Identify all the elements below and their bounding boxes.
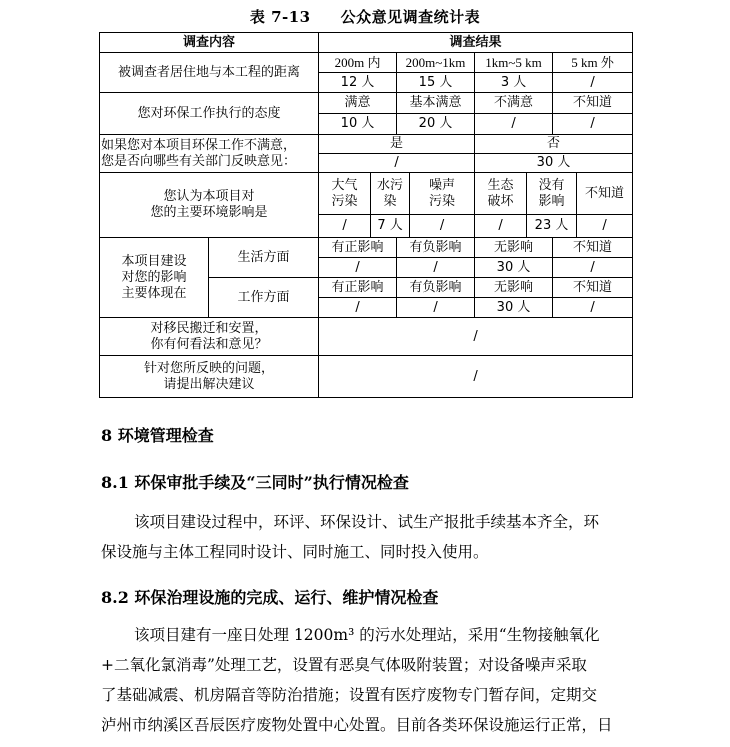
attitude-options-row [100,93,633,114]
impact-option: 不知道 [577,173,633,215]
survey-table [99,32,633,398]
life-value: / [553,258,633,278]
distance-value: 3 人 [475,73,553,93]
attitude-option: 不满意 [475,93,553,114]
work-option: 不知道 [553,278,633,298]
impact-label-line2: 您的主要环境影响是 [150,205,268,220]
work-option: 有正影响 [319,278,397,298]
paragraph-line: 泸州市纳溪区吾辰医疗废物处置中心处置。目前各类环保设施运行正常，日 [101,716,613,734]
impact-value: / [475,215,527,238]
table-caption [0,6,730,27]
attitude-value: 20 人 [397,114,475,135]
impact-option: 噪声 污染 [410,173,475,215]
header-content: 调查内容 [100,33,319,53]
paragraph-line: 保设施与主体工程同时设计、同时施工、同时投入使用。 [101,543,489,561]
work-option: 有负影响 [397,278,475,298]
complaint-value: / [319,154,475,173]
work-value: / [553,298,633,318]
impact-label-line1: 您认为本项目对 [163,189,255,204]
impact-value: 7 人 [371,215,410,238]
attitude-value: / [553,114,633,135]
attitude-label: 您对环保工作执行的态度 [100,93,319,135]
life-label: 生活方面 [209,238,319,278]
impact-value: / [410,215,475,238]
effect-label-line3: 主要体现在 [121,285,187,301]
attitude-option: 基本满意 [397,93,475,114]
paragraph-line: 该项目建有一座日处理 1200m³ 的污水处理站，采用“生物接触氧化 [134,626,600,644]
section-heading-8-1: 8.1 环保审批手续及“三同时”执行情况检查 [101,473,409,492]
relocation-value: / [319,318,633,356]
life-option: 有负影响 [397,238,475,258]
life-value: / [397,258,475,278]
complaint-value: 30 人 [475,154,633,173]
distance-option: 1km~5 km [475,53,553,73]
impact-option: 大气 污染 [319,173,371,215]
impact-options-row [100,173,633,215]
paragraph-line: +二氧化氯消毒”处理工艺，设置有恶臭气体吸附装置；对设备噪声采取 [101,656,587,674]
impact-option: 生态 破坏 [475,173,527,215]
impact-label [100,173,319,238]
effect-label [100,238,209,318]
life-option: 不知道 [553,238,633,258]
distance-option: 200m 内 [319,53,397,73]
effect-label-line1: 本项目建设 [121,253,187,269]
table-header-row [100,33,633,53]
relocation-label [100,318,319,356]
impact-value: 23 人 [527,215,577,238]
impact-option: 没有 影响 [527,173,577,215]
paragraph-8-1 [101,507,633,567]
solution-row [100,356,633,398]
complaint-options-row [100,135,633,154]
relocation-row [100,318,633,356]
distance-value: 15 人 [397,73,475,93]
work-value: / [397,298,475,318]
work-label: 工作方面 [209,278,319,318]
impact-value: / [577,215,633,238]
distance-label: 被调查者居住地与本工程的距离 [100,53,319,93]
life-value: 30 人 [475,258,553,278]
distance-value: 12 人 [319,73,397,93]
work-value: 30 人 [475,298,553,318]
relocation-label-line1: 对移民搬迁和安置， [150,320,268,336]
life-option: 有正影响 [319,238,397,258]
solution-label-line2: 请提出解决建议 [163,376,255,392]
solution-value: / [319,356,633,398]
paragraph-line: 了基础减震、机房隔音等防治措施；设置有医疗废物专门暂存间，定期交 [101,686,598,704]
solution-label-line1: 针对您所反映的问题， [144,360,275,376]
attitude-option: 不知道 [553,93,633,114]
effect-life-options-row [100,238,633,258]
impact-option: 水污染 [371,173,410,215]
table-title: 公众意见调查统计表 [340,8,481,26]
distance-option: 200m~1km [397,53,475,73]
work-value: / [319,298,397,318]
life-option: 无影响 [475,238,553,258]
work-option: 无影响 [475,278,553,298]
complaint-label [100,135,319,173]
complaint-label-line1: 如果您对本项目环保工作不满意， [101,137,297,153]
life-value: / [319,258,397,278]
complaint-option: 是 [319,135,475,154]
distance-options-row [100,53,633,73]
distance-option: 5 km 外 [553,53,633,73]
paragraph-line: 该项目建设过程中，环评、环保设计、试生产报批手续基本齐全，环 [134,513,600,531]
attitude-value: / [475,114,553,135]
effect-label-line2: 对您的影响 [121,269,187,285]
complaint-label-line2: 您是否向哪些有关部门反映意见： [101,153,297,169]
complaint-option: 否 [475,135,633,154]
attitude-option: 满意 [319,93,397,114]
section-heading-8-2: 8.2 环保治理设施的完成、运行、维护情况检查 [101,588,439,607]
header-results: 调查结果 [319,33,633,53]
attitude-value: 10 人 [319,114,397,135]
table-number: 表 7-13 [249,8,311,26]
paragraph-8-2 [101,620,633,740]
solution-label [100,356,319,398]
relocation-label-line2: 你有何看法和意见？ [150,336,268,352]
section-heading-8: 8 环境管理检查 [101,426,214,445]
distance-value: / [553,73,633,93]
impact-value: / [319,215,371,238]
